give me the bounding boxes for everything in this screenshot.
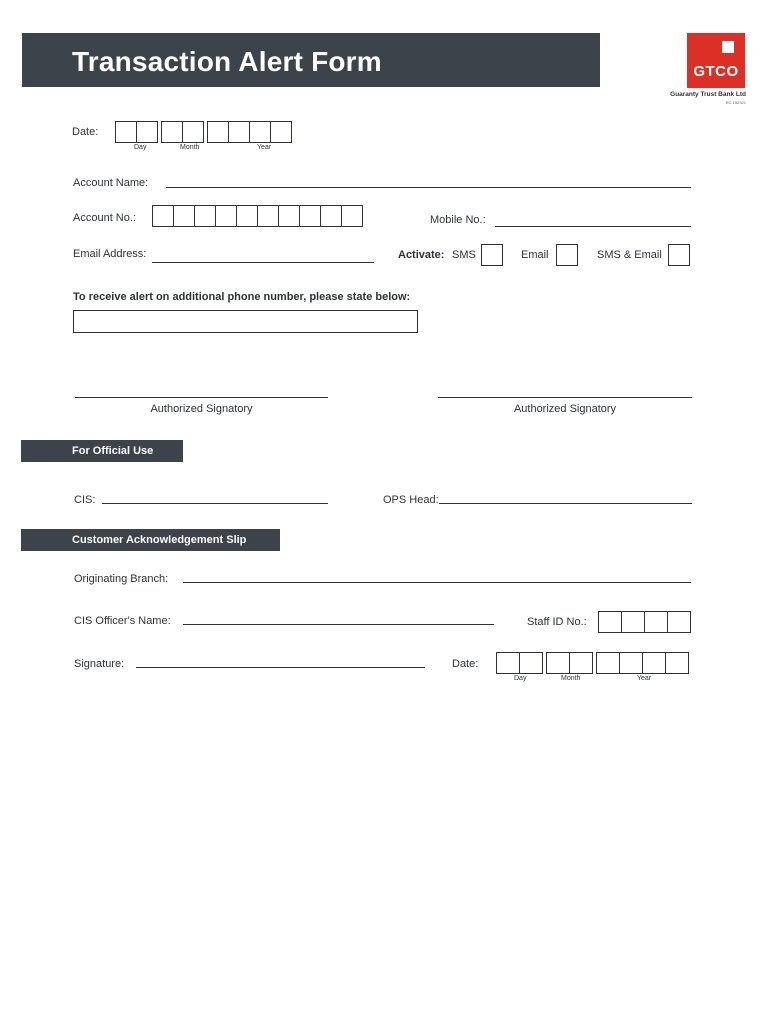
date-box[interactable]	[136, 121, 158, 143]
date-box[interactable]	[182, 121, 204, 143]
staff-id-box[interactable]	[621, 611, 645, 633]
account-no-box[interactable]	[257, 205, 279, 227]
slip-date-input[interactable]	[496, 652, 689, 674]
slip-date-box[interactable]	[569, 652, 593, 674]
signatory-line-2[interactable]	[438, 397, 692, 398]
bank-rc: RC 152321	[725, 100, 746, 105]
date-box[interactable]	[115, 121, 137, 143]
originating-branch-field[interactable]	[183, 582, 691, 583]
slip-date-box[interactable]	[596, 652, 620, 674]
cis-field[interactable]	[102, 503, 328, 504]
acknowledgement-heading: Customer Acknowledgement Slip	[72, 534, 247, 546]
account-no-box[interactable]	[320, 205, 342, 227]
logo-square-icon	[722, 41, 734, 53]
date-box[interactable]	[270, 121, 292, 143]
mobile-no-label: Mobile No.:	[430, 214, 486, 226]
signature-label: Signature:	[74, 658, 125, 670]
date-caption-year: Year	[257, 144, 272, 151]
cis-officer-label: CIS Officer's Name:	[74, 615, 171, 627]
official-use-heading: For Official Use	[72, 445, 154, 457]
staff-id-box[interactable]	[644, 611, 668, 633]
signatory-label-1: Authorized Signatory	[150, 403, 253, 415]
account-no-box[interactable]	[194, 205, 216, 227]
mobile-no-field[interactable]	[495, 226, 691, 227]
signature-field[interactable]	[136, 667, 425, 668]
account-name-label: Account Name:	[73, 177, 149, 189]
title-bar	[22, 33, 600, 87]
staff-id-input[interactable]	[598, 611, 691, 633]
originating-branch-label: Originating Branch:	[74, 573, 169, 585]
date-caption-month: Month	[180, 144, 200, 151]
slip-date-box[interactable]	[619, 652, 643, 674]
date-box[interactable]	[207, 121, 229, 143]
page-title: Transaction Alert Form	[72, 46, 382, 77]
date-box[interactable]	[249, 121, 271, 143]
ops-head-field[interactable]	[439, 503, 692, 504]
activate-label: Activate:	[398, 249, 445, 261]
activate-sms-email-checkbox[interactable]	[668, 244, 690, 266]
account-no-box[interactable]	[278, 205, 300, 227]
slip-date-box[interactable]	[546, 652, 570, 674]
account-no-label: Account No.:	[73, 212, 136, 224]
ops-head-label: OPS Head:	[383, 494, 439, 506]
date-box[interactable]	[161, 121, 183, 143]
signatory-line-1[interactable]	[75, 397, 328, 398]
slip-date-label: Date:	[452, 658, 479, 670]
account-no-box[interactable]	[215, 205, 237, 227]
slip-date-box[interactable]	[665, 652, 689, 674]
staff-id-label: Staff ID No.:	[527, 616, 587, 628]
account-no-input[interactable]	[152, 205, 363, 227]
account-no-box[interactable]	[341, 205, 363, 227]
activate-email-label: Email	[521, 249, 549, 261]
staff-id-box[interactable]	[598, 611, 622, 633]
additional-phone-input[interactable]	[73, 310, 418, 333]
account-no-box[interactable]	[152, 205, 174, 227]
date-label: Date:	[72, 126, 99, 138]
account-no-box[interactable]	[173, 205, 195, 227]
activate-email-checkbox[interactable]	[556, 244, 578, 266]
slip-date-caption-month: Month	[561, 675, 581, 682]
bank-name: Guaranty Trust Bank Ltd	[670, 91, 746, 98]
gtco-logo	[687, 33, 745, 88]
slip-date-caption-day: Day	[514, 675, 527, 682]
logo-text: GTCO	[693, 63, 739, 80]
slip-date-box[interactable]	[519, 652, 543, 674]
staff-id-box[interactable]	[667, 611, 691, 633]
date-box[interactable]	[228, 121, 250, 143]
account-no-box[interactable]	[299, 205, 321, 227]
cis-officer-field[interactable]	[183, 624, 494, 625]
activate-sms-label: SMS	[452, 249, 476, 261]
date-input[interactable]	[115, 121, 292, 143]
activate-sms-checkbox[interactable]	[481, 244, 503, 266]
date-caption-day: Day	[134, 144, 147, 151]
slip-date-box[interactable]	[642, 652, 666, 674]
cis-label: CIS:	[74, 494, 96, 506]
signatory-label-2: Authorized Signatory	[513, 403, 617, 415]
account-no-box[interactable]	[236, 205, 258, 227]
acknowledgement-bar	[21, 529, 280, 551]
official-use-bar	[21, 440, 183, 462]
activate-sms-email-label: SMS & Email	[597, 249, 662, 261]
slip-date-caption-year: Year	[637, 675, 652, 682]
slip-date-box[interactable]	[496, 652, 520, 674]
account-name-field[interactable]	[166, 187, 691, 188]
email-field[interactable]	[152, 262, 374, 263]
email-label: Email Address:	[73, 248, 147, 260]
additional-phone-label: To receive alert on additional phone number, please state below:	[73, 291, 411, 303]
